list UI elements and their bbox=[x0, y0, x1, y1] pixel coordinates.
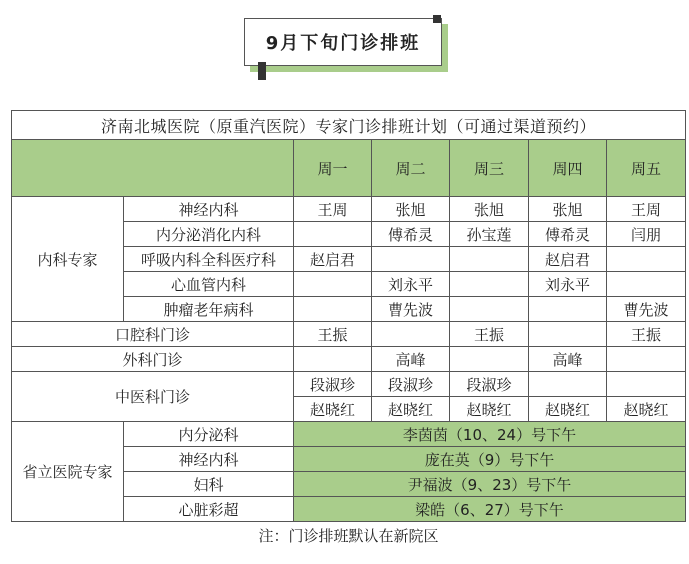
table-caption: 济南北城医院（原重汽医院）专家门诊排班计划（可通过渠道预约） bbox=[12, 111, 686, 140]
schedule-cell: 尹福波（9、23）号下午 bbox=[294, 472, 686, 497]
doctor-cell: 张旭 bbox=[450, 197, 529, 222]
doctor-cell bbox=[372, 322, 450, 347]
doctor-cell: 王周 bbox=[294, 197, 372, 222]
title-corner-mark bbox=[258, 62, 266, 80]
dept-label: 外科门诊 bbox=[12, 347, 294, 372]
doctor-cell bbox=[450, 347, 529, 372]
doctor-cell bbox=[607, 347, 686, 372]
weekday-header: 周三 bbox=[450, 140, 529, 197]
title-corner-mark bbox=[433, 15, 441, 23]
doctor-cell: 闫朋 bbox=[607, 222, 686, 247]
doctor-cell bbox=[529, 322, 607, 347]
schedule-cell: 庞在英（9）号下午 bbox=[294, 447, 686, 472]
doctor-cell: 孙宝莲 bbox=[450, 222, 529, 247]
dept-label: 中医科门诊 bbox=[12, 372, 294, 422]
table-note: 注：门诊排班默认在新院区 bbox=[12, 522, 686, 549]
doctor-cell: 王振 bbox=[450, 322, 529, 347]
schedule-cell: 李茵茵（10、24）号下午 bbox=[294, 422, 686, 447]
doctor-cell: 高峰 bbox=[529, 347, 607, 372]
doctor-cell bbox=[294, 297, 372, 322]
doctor-cell bbox=[372, 247, 450, 272]
doctor-cell: 王周 bbox=[607, 197, 686, 222]
doctor-cell: 段淑珍 bbox=[294, 372, 372, 397]
doctor-cell: 曹先波 bbox=[372, 297, 450, 322]
doctor-cell: 赵晓红 bbox=[294, 397, 372, 422]
weekday-header: 周五 bbox=[607, 140, 686, 197]
table-row bbox=[12, 197, 686, 222]
doctor-cell bbox=[607, 372, 686, 397]
doctor-cell: 曹先波 bbox=[607, 297, 686, 322]
weekday-header-row bbox=[12, 140, 686, 197]
doctor-cell: 张旭 bbox=[529, 197, 607, 222]
dept-label: 内分泌科 bbox=[124, 422, 294, 447]
weekday-header: 周四 bbox=[529, 140, 607, 197]
doctor-cell bbox=[294, 222, 372, 247]
doctor-cell bbox=[450, 297, 529, 322]
group-label: 内科专家 bbox=[12, 197, 124, 322]
table-row bbox=[12, 372, 686, 397]
header-blank bbox=[12, 140, 294, 197]
doctor-cell bbox=[607, 247, 686, 272]
doctor-cell bbox=[294, 272, 372, 297]
doctor-cell: 段淑珍 bbox=[450, 372, 529, 397]
weekday-header: 周二 bbox=[372, 140, 450, 197]
doctor-cell: 傅希灵 bbox=[372, 222, 450, 247]
doctor-cell bbox=[529, 297, 607, 322]
doctor-cell: 刘永平 bbox=[372, 272, 450, 297]
schedule-cell: 梁皓（6、27）号下午 bbox=[294, 497, 686, 522]
doctor-cell: 张旭 bbox=[372, 197, 450, 222]
doctor-cell: 赵晓红 bbox=[372, 397, 450, 422]
doctor-cell bbox=[450, 272, 529, 297]
title-banner bbox=[244, 18, 450, 82]
doctor-cell: 赵晓红 bbox=[450, 397, 529, 422]
doctor-cell: 傅希灵 bbox=[529, 222, 607, 247]
dept-label: 心血管内科 bbox=[124, 272, 294, 297]
page-title: 9月下旬门诊排班 bbox=[244, 18, 442, 66]
doctor-cell: 赵启君 bbox=[529, 247, 607, 272]
dept-label: 神经内科 bbox=[124, 447, 294, 472]
doctor-cell: 王振 bbox=[607, 322, 686, 347]
doctor-cell bbox=[450, 247, 529, 272]
dept-label: 呼吸内科全科医疗科 bbox=[124, 247, 294, 272]
doctor-cell: 高峰 bbox=[372, 347, 450, 372]
doctor-cell: 赵晓红 bbox=[529, 397, 607, 422]
doctor-cell: 赵启君 bbox=[294, 247, 372, 272]
dept-label: 神经内科 bbox=[124, 197, 294, 222]
weekday-header: 周一 bbox=[294, 140, 372, 197]
dept-label: 妇科 bbox=[124, 472, 294, 497]
schedule-table bbox=[11, 110, 686, 548]
doctor-cell: 段淑珍 bbox=[372, 372, 450, 397]
doctor-cell: 赵晓红 bbox=[607, 397, 686, 422]
dept-label: 心脏彩超 bbox=[124, 497, 294, 522]
table-row bbox=[12, 322, 686, 347]
table-row bbox=[12, 347, 686, 372]
doctor-cell: 刘永平 bbox=[529, 272, 607, 297]
dept-label: 肿瘤老年病科 bbox=[124, 297, 294, 322]
doctor-cell bbox=[294, 347, 372, 372]
table-row bbox=[12, 422, 686, 447]
dept-label: 口腔科门诊 bbox=[12, 322, 294, 347]
group-label: 省立医院专家 bbox=[12, 422, 124, 522]
dept-label: 内分泌消化内科 bbox=[124, 222, 294, 247]
doctor-cell bbox=[607, 272, 686, 297]
doctor-cell bbox=[529, 372, 607, 397]
doctor-cell: 王振 bbox=[294, 322, 372, 347]
